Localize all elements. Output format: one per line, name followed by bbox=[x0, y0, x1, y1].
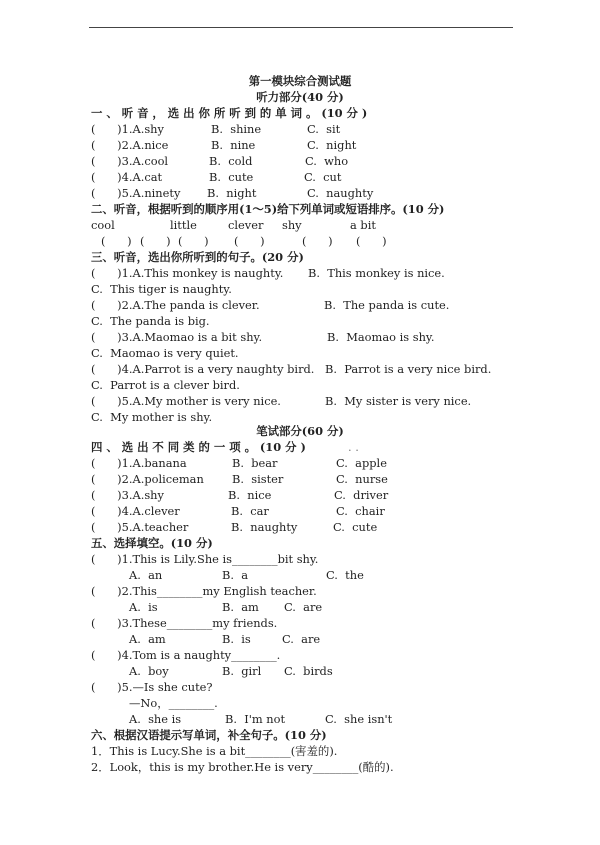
q4-item-2-b: B. sister bbox=[232, 472, 284, 486]
q1-item-4-b: B. cute bbox=[209, 170, 254, 184]
q1-item-2-a: ( )2.A.nice bbox=[91, 138, 169, 152]
q5-q5-opt-c: C. she isn't bbox=[325, 712, 393, 726]
q5-q1-opt-a: A. an bbox=[129, 568, 163, 582]
q5-q3-opt-b: B. is bbox=[222, 632, 251, 646]
q3-item-1-c: C. This tiger is naughty. bbox=[91, 282, 232, 296]
q1-item-1-c: C. sit bbox=[307, 122, 341, 136]
q4-item-2-c: C. nurse bbox=[336, 472, 388, 486]
q3-item-3-c: C. Maomao is very quiet. bbox=[91, 346, 239, 360]
q3-item-4-b: B. Parrot is a very nice bird. bbox=[325, 362, 492, 376]
q4-item-5-a: ( )5.A.teacher bbox=[91, 520, 189, 534]
q6-sentence-2: 2．Look，this is my brother.He is very________(酷的). bbox=[91, 760, 394, 774]
q1-item-2-c: C. night bbox=[307, 138, 357, 152]
top-rule bbox=[89, 27, 513, 28]
q6-sentence-1: 1．This is Lucy.She is a bit________(害羞的). bbox=[91, 744, 338, 758]
q2-word-1: cool bbox=[91, 218, 115, 232]
q4-item-2-a: ( )2.A.policeman bbox=[91, 472, 204, 486]
q5-q2-opt-c: C. are bbox=[284, 600, 323, 614]
q3-item-3-a: ( )3.A.Maomao is a bit shy. bbox=[91, 330, 263, 344]
q5-q3-opt-c: C. are bbox=[282, 632, 321, 646]
q3-item-5-b: B. My sister is very nice. bbox=[325, 394, 472, 408]
q2-bracket-5: ( ) bbox=[302, 234, 333, 248]
q5-question-1: ( )1.This is Lily.She is________bit shy. bbox=[91, 552, 319, 566]
q5-question-4: ( )4.Tom is a naughty________. bbox=[91, 648, 281, 662]
q2-bracket-2: ( ) bbox=[140, 234, 171, 248]
q4-item-1-b: B. bear bbox=[232, 456, 278, 470]
q4-item-5-c: C. cute bbox=[333, 520, 378, 534]
q4-item-5-b: B. naughty bbox=[231, 520, 298, 534]
q5-question-2: ( )2.This________my English teacher. bbox=[91, 584, 317, 598]
q2-word-5: a bit bbox=[350, 218, 376, 232]
q2-word-2: little bbox=[170, 218, 197, 232]
q3-item-1-b: B. This monkey is nice. bbox=[308, 266, 445, 280]
q1-item-3-b: B. cold bbox=[209, 154, 253, 168]
q3-item-2-c: C. The panda is big. bbox=[91, 314, 210, 328]
q4-item-4-c: C. chair bbox=[336, 504, 385, 518]
q5-heading: 五、选择填空。(10 分) bbox=[91, 536, 213, 550]
q5-q3-opt-a: A. am bbox=[129, 632, 166, 646]
q2-bracket-3: ( ) bbox=[178, 234, 209, 248]
q5-question-5: ( )5.—Is she cute? bbox=[91, 680, 213, 694]
q5-q4-opt-a: A. boy bbox=[129, 664, 169, 678]
q3-item-4-a: ( )4.A.Parrot is a very naughty bird. bbox=[91, 362, 315, 376]
q3-item-2-b: B. The panda is cute. bbox=[324, 298, 450, 312]
q4-item-1-a: ( )1.A.banana bbox=[91, 456, 187, 470]
q1-item-1-a: ( )1.A.shy bbox=[91, 122, 164, 136]
q4-item-3-c: C. driver bbox=[334, 488, 389, 502]
page-title: 第一模块综合测试题 bbox=[248, 74, 352, 88]
writing-header: 笔试部分(60 分) bbox=[256, 424, 344, 438]
q5-question-3: ( )3.These________my friends. bbox=[91, 616, 278, 630]
q3-item-2-a: ( )2.A.The panda is clever. bbox=[91, 298, 260, 312]
q4-item-1-c: C. apple bbox=[336, 456, 387, 470]
q1-item-4-a: ( )4.A.cat bbox=[91, 170, 163, 184]
q5-q4-opt-c: C. birds bbox=[284, 664, 333, 678]
q3-item-5-c: C. My mother is shy. bbox=[91, 410, 213, 424]
q5-q1-opt-b: B. a bbox=[222, 568, 249, 582]
q4-trail-dots: . . bbox=[348, 440, 359, 454]
q2-word-3: clever bbox=[228, 218, 264, 232]
q5-q2-opt-a: A. is bbox=[129, 600, 158, 614]
q3-item-1-a: ( )1.A.This monkey is naughty. bbox=[91, 266, 284, 280]
q1-heading: 一 、 听 音 ， 选 出 你 所 听 到 的 单 词 。 (10 分 ) bbox=[91, 106, 368, 120]
q1-item-1-b: B. shine bbox=[211, 122, 262, 136]
q5-q5-sub: —No，________. bbox=[129, 696, 218, 710]
q5-q4-opt-b: B. girl bbox=[222, 664, 262, 678]
q2-heading: 二、听音，根据听到的顺序用(1～5)给下列单词或短语排序。(10 分) bbox=[91, 202, 445, 216]
q5-q1-opt-c: C. the bbox=[326, 568, 364, 582]
q3-item-4-c: C. Parrot is a clever bird. bbox=[91, 378, 240, 392]
listening-header: 听力部分(40 分) bbox=[256, 90, 344, 104]
q3-item-3-b: B. Maomao is shy. bbox=[327, 330, 435, 344]
q4-item-4-b: B. car bbox=[231, 504, 269, 518]
q1-item-5-c: C. naughty bbox=[307, 186, 374, 200]
q1-item-3-a: ( )3.A.cool bbox=[91, 154, 169, 168]
q1-item-2-b: B. nine bbox=[211, 138, 256, 152]
q5-q5-opt-a: A. she is bbox=[129, 712, 182, 726]
q4-item-4-a: ( )4.A.clever bbox=[91, 504, 180, 518]
q5-q5-opt-b: B. I'm not bbox=[225, 712, 286, 726]
q4-item-3-b: B. nice bbox=[228, 488, 272, 502]
q5-q2-opt-b: B. am bbox=[222, 600, 259, 614]
q2-word-4: shy bbox=[282, 218, 302, 232]
q4-item-3-a: ( )3.A.shy bbox=[91, 488, 164, 502]
q3-item-5-a: ( )5.A.My mother is very nice. bbox=[91, 394, 281, 408]
q1-item-5-b: B. night bbox=[207, 186, 257, 200]
q2-bracket-4: ( ) bbox=[234, 234, 265, 248]
q2-bracket-6: ( ) bbox=[356, 234, 387, 248]
q1-item-3-c: C. who bbox=[305, 154, 349, 168]
q1-item-4-c: C. cut bbox=[304, 170, 342, 184]
q4-heading: 四 、 选 出 不 同 类 的 一 项 。 (10 分 ) bbox=[91, 440, 306, 454]
q3-heading: 三、听音，选出你所听到的句子。(20 分) bbox=[91, 250, 304, 264]
q6-heading: 六、根据汉语提示写单词，补全句子。(10 分) bbox=[91, 728, 327, 742]
q2-bracket-1: ( ) bbox=[101, 234, 132, 248]
q1-item-5-a: ( )5.A.ninety bbox=[91, 186, 181, 200]
